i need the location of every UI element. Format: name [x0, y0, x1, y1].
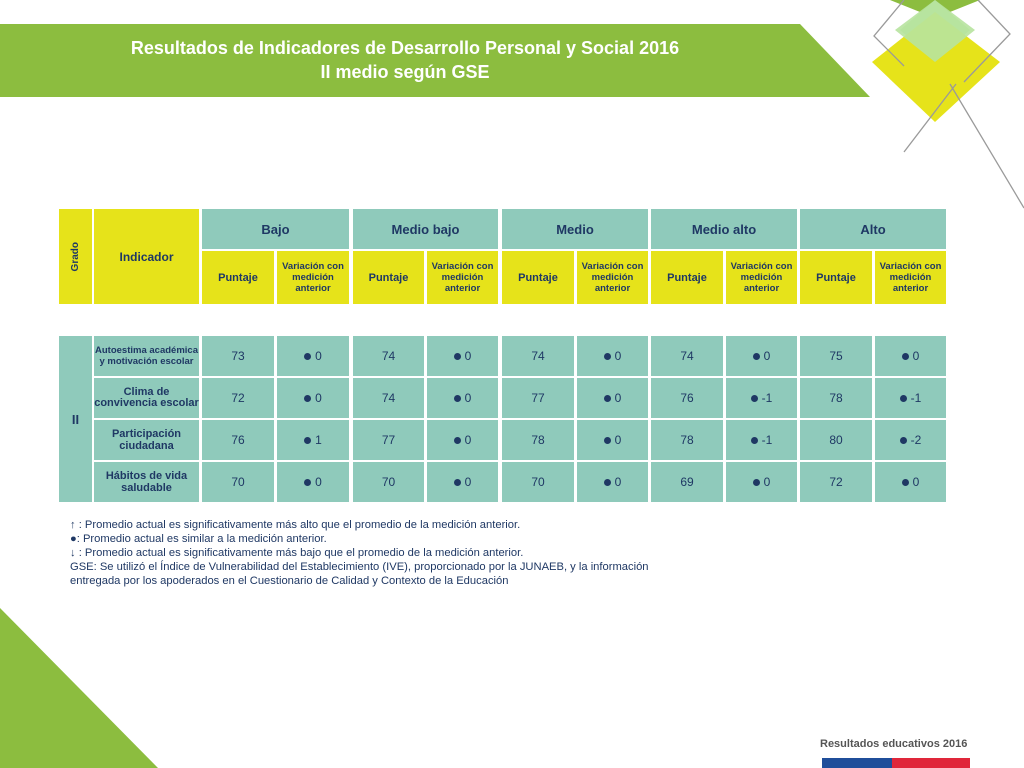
dot-marker	[900, 437, 907, 444]
variation-cell	[277, 420, 349, 460]
dot-marker	[753, 479, 760, 486]
deco-line-long	[950, 84, 1024, 208]
puntaje-cell: 73	[202, 336, 274, 376]
dot-marker	[751, 437, 758, 444]
variation-value: 0	[614, 349, 622, 363]
dot-marker	[454, 395, 461, 402]
variation-value: 0	[763, 475, 771, 489]
variation-cell	[726, 420, 797, 460]
puntaje-cell: 78	[800, 378, 872, 418]
grado-header: Grado	[70, 241, 81, 272]
variation-cell	[427, 462, 498, 502]
variation-cell	[277, 378, 349, 418]
indicator-cell: Autoestima académica y motivación escolar	[94, 336, 199, 376]
variation-value: 0	[763, 349, 771, 363]
variation-value: 0	[464, 475, 472, 489]
variation-cell	[726, 378, 797, 418]
variation-value: -2	[910, 433, 922, 447]
indicador-header: Indicador	[94, 209, 199, 304]
puntaje-cell: 72	[800, 462, 872, 502]
variation-value: 0	[464, 349, 472, 363]
puntaje-cell: 78	[651, 420, 723, 460]
dot-marker	[604, 437, 611, 444]
decorative-diamonds	[860, 0, 1024, 215]
puntaje-cell: 74	[353, 378, 424, 418]
puntaje-cell: 72	[202, 378, 274, 418]
puntaje-cell: 74	[502, 336, 574, 376]
table-notes	[70, 518, 770, 588]
indicator-cell: Hábitos de vida saludable	[94, 462, 199, 502]
variation-value: 0	[614, 475, 622, 489]
subheader-puntaje-alto: Puntaje	[800, 251, 872, 304]
dot-marker	[751, 395, 758, 402]
variation-value: 0	[614, 391, 622, 405]
variation-cell	[427, 336, 498, 376]
variation-value: -1	[761, 391, 773, 405]
grado-cell: II	[59, 336, 92, 502]
puntaje-cell: 69	[651, 462, 723, 502]
variation-value: 0	[912, 349, 920, 363]
variation-value: 0	[315, 475, 322, 489]
subheader-variacion-medio: Variación con medición anterior	[577, 251, 648, 304]
variation-cell	[726, 462, 797, 502]
group-header-alto: Alto	[800, 209, 946, 249]
dot-marker	[304, 437, 311, 444]
subheader-puntaje-medio-alto: Puntaje	[651, 251, 723, 304]
puntaje-cell: 70	[502, 462, 574, 502]
note-gse-line2: entregada por los apoderados en el Cuestionario de Calidad y Contexto de la Educación	[70, 575, 509, 587]
variation-cell	[875, 378, 946, 418]
variation-cell	[277, 462, 349, 502]
subheader-variacion-alto: Variación con medición anterior	[875, 251, 946, 304]
puntaje-cell: 77	[502, 378, 574, 418]
group-header-medio-bajo: Medio bajo	[353, 209, 498, 249]
puntaje-cell: 78	[502, 420, 574, 460]
subheader-variacion-medio-bajo: Variación con medición anterior	[427, 251, 498, 304]
variation-value: 0	[315, 391, 322, 405]
variation-cell	[577, 420, 648, 460]
indicator-cell: Clima de convivencia escolar	[94, 378, 199, 418]
dot-marker	[304, 395, 311, 402]
variation-value: 0	[912, 475, 920, 489]
subheader-variacion-medio-alto: Variación con medición anterior	[726, 251, 797, 304]
note-gse-line1: GSE: Se utilizó el Índice de Vulnerabilidad del Establecimiento (IVE), proporcionado por la JUNAEB, y la información	[70, 561, 649, 573]
puntaje-cell: 75	[800, 336, 872, 376]
page-title-line1: Resultados de Indicadores de Desarrollo Personal y Social 2016	[130, 38, 680, 58]
dot-marker	[604, 395, 611, 402]
variation-value: 1	[315, 433, 322, 447]
puntaje-cell: 70	[353, 462, 424, 502]
variation-cell	[427, 420, 498, 460]
puntaje-cell: 77	[353, 420, 424, 460]
dot-marker	[753, 353, 760, 360]
indicator-cell: Participación ciudadana	[94, 420, 199, 460]
note-up: ↑ : Promedio actual es significativamente más alto que el promedio de la medición anterior.	[70, 519, 521, 531]
page-title	[0, 36, 810, 84]
puntaje-cell: 74	[353, 336, 424, 376]
variation-cell	[427, 378, 498, 418]
variation-value: -1	[910, 391, 922, 405]
group-header-bajo: Bajo	[202, 209, 349, 249]
subheader-puntaje-medio: Puntaje	[502, 251, 574, 304]
variation-value: 0	[614, 433, 622, 447]
note-same: ●: Promedio actual es similar a la medición anterior.	[70, 533, 327, 545]
dot-marker	[900, 395, 907, 402]
variation-value: -1	[761, 433, 773, 447]
dot-marker	[902, 353, 909, 360]
puntaje-cell: 76	[202, 420, 274, 460]
variation-cell	[277, 336, 349, 376]
subheader-variacion-bajo: Variación con medición anterior	[277, 251, 349, 304]
variation-value: 0	[464, 391, 472, 405]
variation-cell	[577, 336, 648, 376]
variation-cell	[875, 462, 946, 502]
note-down: ↓ : Promedio actual es significativamente más bajo que el promedio de la medición anterior.	[70, 547, 524, 559]
dot-marker	[454, 353, 461, 360]
variation-cell	[577, 378, 648, 418]
dot-marker	[304, 353, 311, 360]
footer-flag-red	[892, 758, 970, 768]
footer-label: Resultados educativos 2016	[820, 738, 968, 750]
variation-value: 0	[315, 349, 322, 363]
dot-marker	[454, 479, 461, 486]
subheader-puntaje-bajo: Puntaje	[202, 251, 274, 304]
puntaje-cell: 70	[202, 462, 274, 502]
decorative-triangle	[0, 608, 160, 768]
dot-marker	[604, 353, 611, 360]
variation-cell	[577, 462, 648, 502]
dot-marker	[604, 479, 611, 486]
puntaje-cell: 80	[800, 420, 872, 460]
variation-cell	[875, 336, 946, 376]
page-title-line2: II medio según GSE	[320, 62, 490, 82]
puntaje-cell: 74	[651, 336, 723, 376]
dot-marker	[304, 479, 311, 486]
variation-cell	[726, 336, 797, 376]
subheader-puntaje-medio-bajo: Puntaje	[353, 251, 424, 304]
dot-marker	[454, 437, 461, 444]
variation-cell	[875, 420, 946, 460]
group-header-medio: Medio	[502, 209, 648, 249]
footer-flag-blue	[822, 758, 892, 768]
grado-header-cell	[59, 209, 92, 304]
variation-value: 0	[464, 433, 472, 447]
dot-marker	[902, 479, 909, 486]
puntaje-cell: 76	[651, 378, 723, 418]
group-header-medio-alto: Medio alto	[651, 209, 797, 249]
